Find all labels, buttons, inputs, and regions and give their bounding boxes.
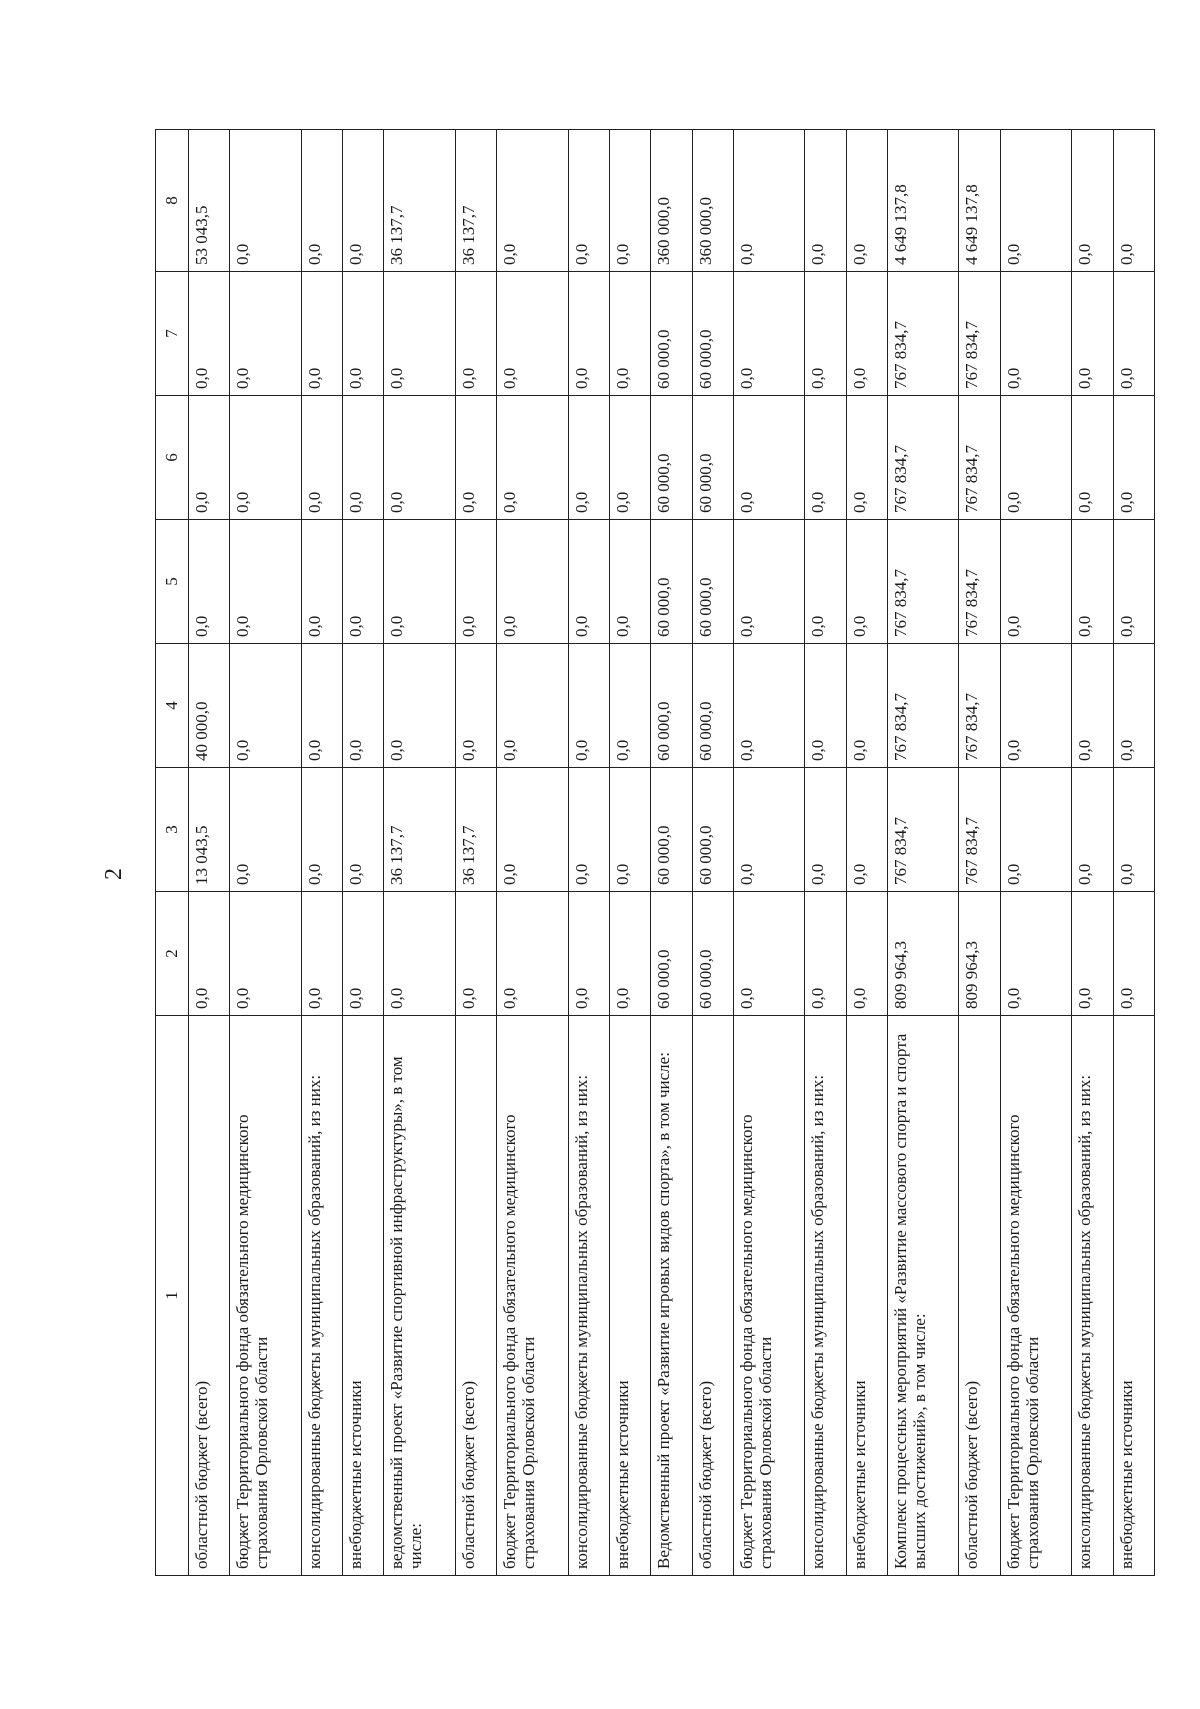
value-cell: 0,0 bbox=[1000, 768, 1072, 892]
value-cell: 0,0 bbox=[230, 130, 302, 272]
row-label: внебюджетные источники bbox=[1113, 1016, 1154, 1576]
value-cell: 0,0 bbox=[846, 644, 887, 768]
value-cell: 767 834,7 bbox=[887, 272, 959, 396]
row-label: областной бюджет (всего) bbox=[959, 1016, 1000, 1576]
table-row bbox=[1113, 130, 1154, 1576]
value-cell: 0,0 bbox=[1072, 644, 1113, 768]
value-cell: 0,0 bbox=[846, 892, 887, 1016]
value-cell: 0,0 bbox=[846, 130, 887, 272]
rotated-table-wrapper bbox=[155, 146, 1155, 1576]
row-label: консолидированные бюджеты муниципальных образований, из них: bbox=[805, 1016, 846, 1576]
value-cell: 0,0 bbox=[384, 520, 456, 644]
value-cell: 0,0 bbox=[384, 396, 456, 520]
table-row bbox=[301, 130, 342, 1576]
value-cell: 0,0 bbox=[189, 892, 230, 1016]
value-cell: 0,0 bbox=[568, 644, 609, 768]
value-cell: 0,0 bbox=[384, 892, 456, 1016]
row-label: Ведомственный проект «Развитие игровых видов спорта», в том числе: bbox=[651, 1016, 692, 1576]
value-cell: 0,0 bbox=[733, 644, 805, 768]
page-number: 2 bbox=[101, 868, 127, 880]
value-cell: 0,0 bbox=[343, 892, 384, 1016]
value-cell: 0,0 bbox=[846, 768, 887, 892]
value-cell: 0,0 bbox=[609, 644, 650, 768]
value-cell: 0,0 bbox=[230, 272, 302, 396]
row-label: областной бюджет (всего) bbox=[692, 1016, 733, 1576]
value-cell: 60 000,0 bbox=[651, 892, 692, 1016]
value-cell: 60 000,0 bbox=[692, 768, 733, 892]
value-cell: 0,0 bbox=[230, 768, 302, 892]
value-cell: 0,0 bbox=[230, 520, 302, 644]
value-cell: 0,0 bbox=[733, 272, 805, 396]
value-cell: 0,0 bbox=[497, 520, 569, 644]
value-cell: 40 000,0 bbox=[189, 644, 230, 768]
value-cell: 0,0 bbox=[301, 892, 342, 1016]
row-label: Комплекс процессных мероприятий «Развитие массового спорта и спорта высших достижений», в том числе: bbox=[887, 1016, 959, 1576]
value-cell: 60 000,0 bbox=[651, 396, 692, 520]
value-cell: 0,0 bbox=[733, 892, 805, 1016]
value-cell: 0,0 bbox=[609, 396, 650, 520]
value-cell: 0,0 bbox=[230, 644, 302, 768]
value-cell: 0,0 bbox=[609, 520, 650, 644]
value-cell: 0,0 bbox=[1113, 396, 1154, 520]
value-cell: 0,0 bbox=[497, 892, 569, 1016]
value-cell: 767 834,7 bbox=[887, 520, 959, 644]
value-cell: 0,0 bbox=[733, 768, 805, 892]
value-cell: 767 834,7 bbox=[959, 644, 1000, 768]
value-cell: 60 000,0 bbox=[692, 520, 733, 644]
value-cell: 60 000,0 bbox=[692, 892, 733, 1016]
table-row bbox=[343, 130, 384, 1576]
value-cell: 0,0 bbox=[230, 396, 302, 520]
value-cell: 0,0 bbox=[301, 130, 342, 272]
column-number: 1 bbox=[156, 1016, 189, 1576]
value-cell: 767 834,7 bbox=[959, 520, 1000, 644]
row-label: ведомственный проект «Развитие спортивной инфраструктуры», в том числе: bbox=[384, 1016, 456, 1576]
value-cell: 0,0 bbox=[568, 768, 609, 892]
value-cell: 0,0 bbox=[1000, 644, 1072, 768]
row-label: внебюджетные источники bbox=[846, 1016, 887, 1576]
value-cell: 0,0 bbox=[1113, 272, 1154, 396]
row-label: консолидированные бюджеты муниципальных образований, из них: bbox=[1072, 1016, 1113, 1576]
value-cell: 0,0 bbox=[230, 892, 302, 1016]
value-cell: 0,0 bbox=[568, 520, 609, 644]
value-cell: 0,0 bbox=[846, 272, 887, 396]
value-cell: 0,0 bbox=[805, 768, 846, 892]
value-cell: 0,0 bbox=[568, 396, 609, 520]
value-cell: 60 000,0 bbox=[651, 644, 692, 768]
table-row bbox=[189, 130, 230, 1576]
column-number-row bbox=[156, 130, 189, 1576]
table-row bbox=[651, 130, 692, 1576]
value-cell: 0,0 bbox=[1113, 130, 1154, 272]
value-cell: 0,0 bbox=[1072, 272, 1113, 396]
value-cell: 0,0 bbox=[343, 130, 384, 272]
table-row bbox=[1000, 130, 1072, 1576]
value-cell: 767 834,7 bbox=[959, 768, 1000, 892]
value-cell: 60 000,0 bbox=[692, 272, 733, 396]
value-cell: 0,0 bbox=[301, 272, 342, 396]
value-cell: 0,0 bbox=[733, 396, 805, 520]
value-cell: 0,0 bbox=[455, 892, 496, 1016]
value-cell: 0,0 bbox=[1113, 520, 1154, 644]
value-cell: 360 000,0 bbox=[651, 130, 692, 272]
value-cell: 0,0 bbox=[609, 892, 650, 1016]
value-cell: 0,0 bbox=[343, 272, 384, 396]
value-cell: 0,0 bbox=[568, 130, 609, 272]
value-cell: 0,0 bbox=[805, 130, 846, 272]
value-cell: 0,0 bbox=[384, 272, 456, 396]
table-row bbox=[1072, 130, 1113, 1576]
column-number: 5 bbox=[156, 520, 189, 644]
value-cell: 0,0 bbox=[733, 520, 805, 644]
value-cell: 0,0 bbox=[846, 396, 887, 520]
value-cell: 0,0 bbox=[805, 396, 846, 520]
value-cell: 0,0 bbox=[846, 520, 887, 644]
value-cell: 13 043,5 bbox=[189, 768, 230, 892]
value-cell: 36 137,7 bbox=[384, 130, 456, 272]
value-cell: 0,0 bbox=[733, 130, 805, 272]
value-cell: 360 000,0 bbox=[692, 130, 733, 272]
row-label: бюджет Территориального фонда обязательного медицинского страхования Орловской области bbox=[230, 1016, 302, 1576]
value-cell: 0,0 bbox=[189, 520, 230, 644]
value-cell: 0,0 bbox=[189, 396, 230, 520]
value-cell: 0,0 bbox=[497, 768, 569, 892]
value-cell: 0,0 bbox=[1113, 892, 1154, 1016]
column-number: 6 bbox=[156, 396, 189, 520]
value-cell: 0,0 bbox=[609, 130, 650, 272]
value-cell: 0,0 bbox=[805, 520, 846, 644]
value-cell: 4 649 137,8 bbox=[887, 130, 959, 272]
value-cell: 0,0 bbox=[805, 272, 846, 396]
value-cell: 0,0 bbox=[301, 396, 342, 520]
table-row bbox=[230, 130, 302, 1576]
table-row bbox=[805, 130, 846, 1576]
table-row bbox=[455, 130, 496, 1576]
table-row bbox=[609, 130, 650, 1576]
value-cell: 60 000,0 bbox=[692, 396, 733, 520]
column-number: 2 bbox=[156, 892, 189, 1016]
row-label: внебюджетные источники bbox=[343, 1016, 384, 1576]
table-row bbox=[887, 130, 959, 1576]
value-cell: 0,0 bbox=[609, 768, 650, 892]
value-cell: 0,0 bbox=[455, 272, 496, 396]
value-cell: 0,0 bbox=[1000, 396, 1072, 520]
value-cell: 767 834,7 bbox=[887, 768, 959, 892]
value-cell: 0,0 bbox=[805, 644, 846, 768]
value-cell: 0,0 bbox=[301, 644, 342, 768]
value-cell: 767 834,7 bbox=[959, 396, 1000, 520]
row-label: бюджет Территориального фонда обязательного медицинского страхования Орловской области bbox=[497, 1016, 569, 1576]
column-number: 3 bbox=[156, 768, 189, 892]
value-cell: 60 000,0 bbox=[692, 644, 733, 768]
value-cell: 60 000,0 bbox=[651, 520, 692, 644]
value-cell: 0,0 bbox=[1072, 768, 1113, 892]
value-cell: 0,0 bbox=[1113, 644, 1154, 768]
value-cell: 4 649 137,8 bbox=[959, 130, 1000, 272]
value-cell: 809 964,3 bbox=[959, 892, 1000, 1016]
value-cell: 0,0 bbox=[455, 396, 496, 520]
value-cell: 0,0 bbox=[497, 272, 569, 396]
value-cell: 0,0 bbox=[568, 892, 609, 1016]
value-cell: 767 834,7 bbox=[887, 396, 959, 520]
value-cell: 809 964,3 bbox=[887, 892, 959, 1016]
row-label: внебюджетные источники bbox=[609, 1016, 650, 1576]
value-cell: 767 834,7 bbox=[887, 644, 959, 768]
value-cell: 0,0 bbox=[497, 644, 569, 768]
value-cell: 0,0 bbox=[1072, 396, 1113, 520]
value-cell: 0,0 bbox=[1072, 892, 1113, 1016]
value-cell: 0,0 bbox=[343, 768, 384, 892]
table-row bbox=[959, 130, 1000, 1576]
value-cell: 0,0 bbox=[497, 396, 569, 520]
value-cell: 0,0 bbox=[805, 892, 846, 1016]
value-cell: 0,0 bbox=[1072, 130, 1113, 272]
value-cell: 0,0 bbox=[343, 644, 384, 768]
value-cell: 0,0 bbox=[455, 520, 496, 644]
value-cell: 36 137,7 bbox=[455, 768, 496, 892]
value-cell: 36 137,7 bbox=[384, 768, 456, 892]
value-cell: 767 834,7 bbox=[959, 272, 1000, 396]
table-row bbox=[568, 130, 609, 1576]
value-cell: 0,0 bbox=[189, 272, 230, 396]
column-number: 7 bbox=[156, 272, 189, 396]
value-cell: 0,0 bbox=[455, 644, 496, 768]
value-cell: 0,0 bbox=[343, 396, 384, 520]
row-label: бюджет Территориального фонда обязательного медицинского страхования Орловской области bbox=[733, 1016, 805, 1576]
value-cell: 0,0 bbox=[609, 272, 650, 396]
value-cell: 0,0 bbox=[1000, 130, 1072, 272]
row-label: консолидированные бюджеты муниципальных образований, из них: bbox=[568, 1016, 609, 1576]
row-label: областной бюджет (всего) bbox=[189, 1016, 230, 1576]
budget-table-body bbox=[156, 130, 1155, 1576]
value-cell: 0,0 bbox=[301, 520, 342, 644]
table-row bbox=[384, 130, 456, 1576]
value-cell: 0,0 bbox=[343, 520, 384, 644]
value-cell: 0,0 bbox=[1000, 272, 1072, 396]
row-label: консолидированные бюджеты муниципальных образований, из них: bbox=[301, 1016, 342, 1576]
column-number: 8 bbox=[156, 130, 189, 272]
table-row bbox=[692, 130, 733, 1576]
value-cell: 60 000,0 bbox=[651, 272, 692, 396]
value-cell: 36 137,7 bbox=[455, 130, 496, 272]
table-row bbox=[733, 130, 805, 1576]
value-cell: 0,0 bbox=[568, 272, 609, 396]
value-cell: 0,0 bbox=[1000, 892, 1072, 1016]
value-cell: 53 043,5 bbox=[189, 130, 230, 272]
value-cell: 0,0 bbox=[1113, 768, 1154, 892]
table-row bbox=[846, 130, 887, 1576]
value-cell: 0,0 bbox=[384, 644, 456, 768]
row-label: областной бюджет (всего) bbox=[455, 1016, 496, 1576]
value-cell: 60 000,0 bbox=[651, 768, 692, 892]
value-cell: 0,0 bbox=[1000, 520, 1072, 644]
column-number: 4 bbox=[156, 644, 189, 768]
table-row bbox=[497, 130, 569, 1576]
value-cell: 0,0 bbox=[497, 130, 569, 272]
row-label: бюджет Территориального фонда обязательного медицинского страхования Орловской области bbox=[1000, 1016, 1072, 1576]
budget-table bbox=[155, 129, 1155, 1576]
value-cell: 0,0 bbox=[1072, 520, 1113, 644]
value-cell: 0,0 bbox=[301, 768, 342, 892]
